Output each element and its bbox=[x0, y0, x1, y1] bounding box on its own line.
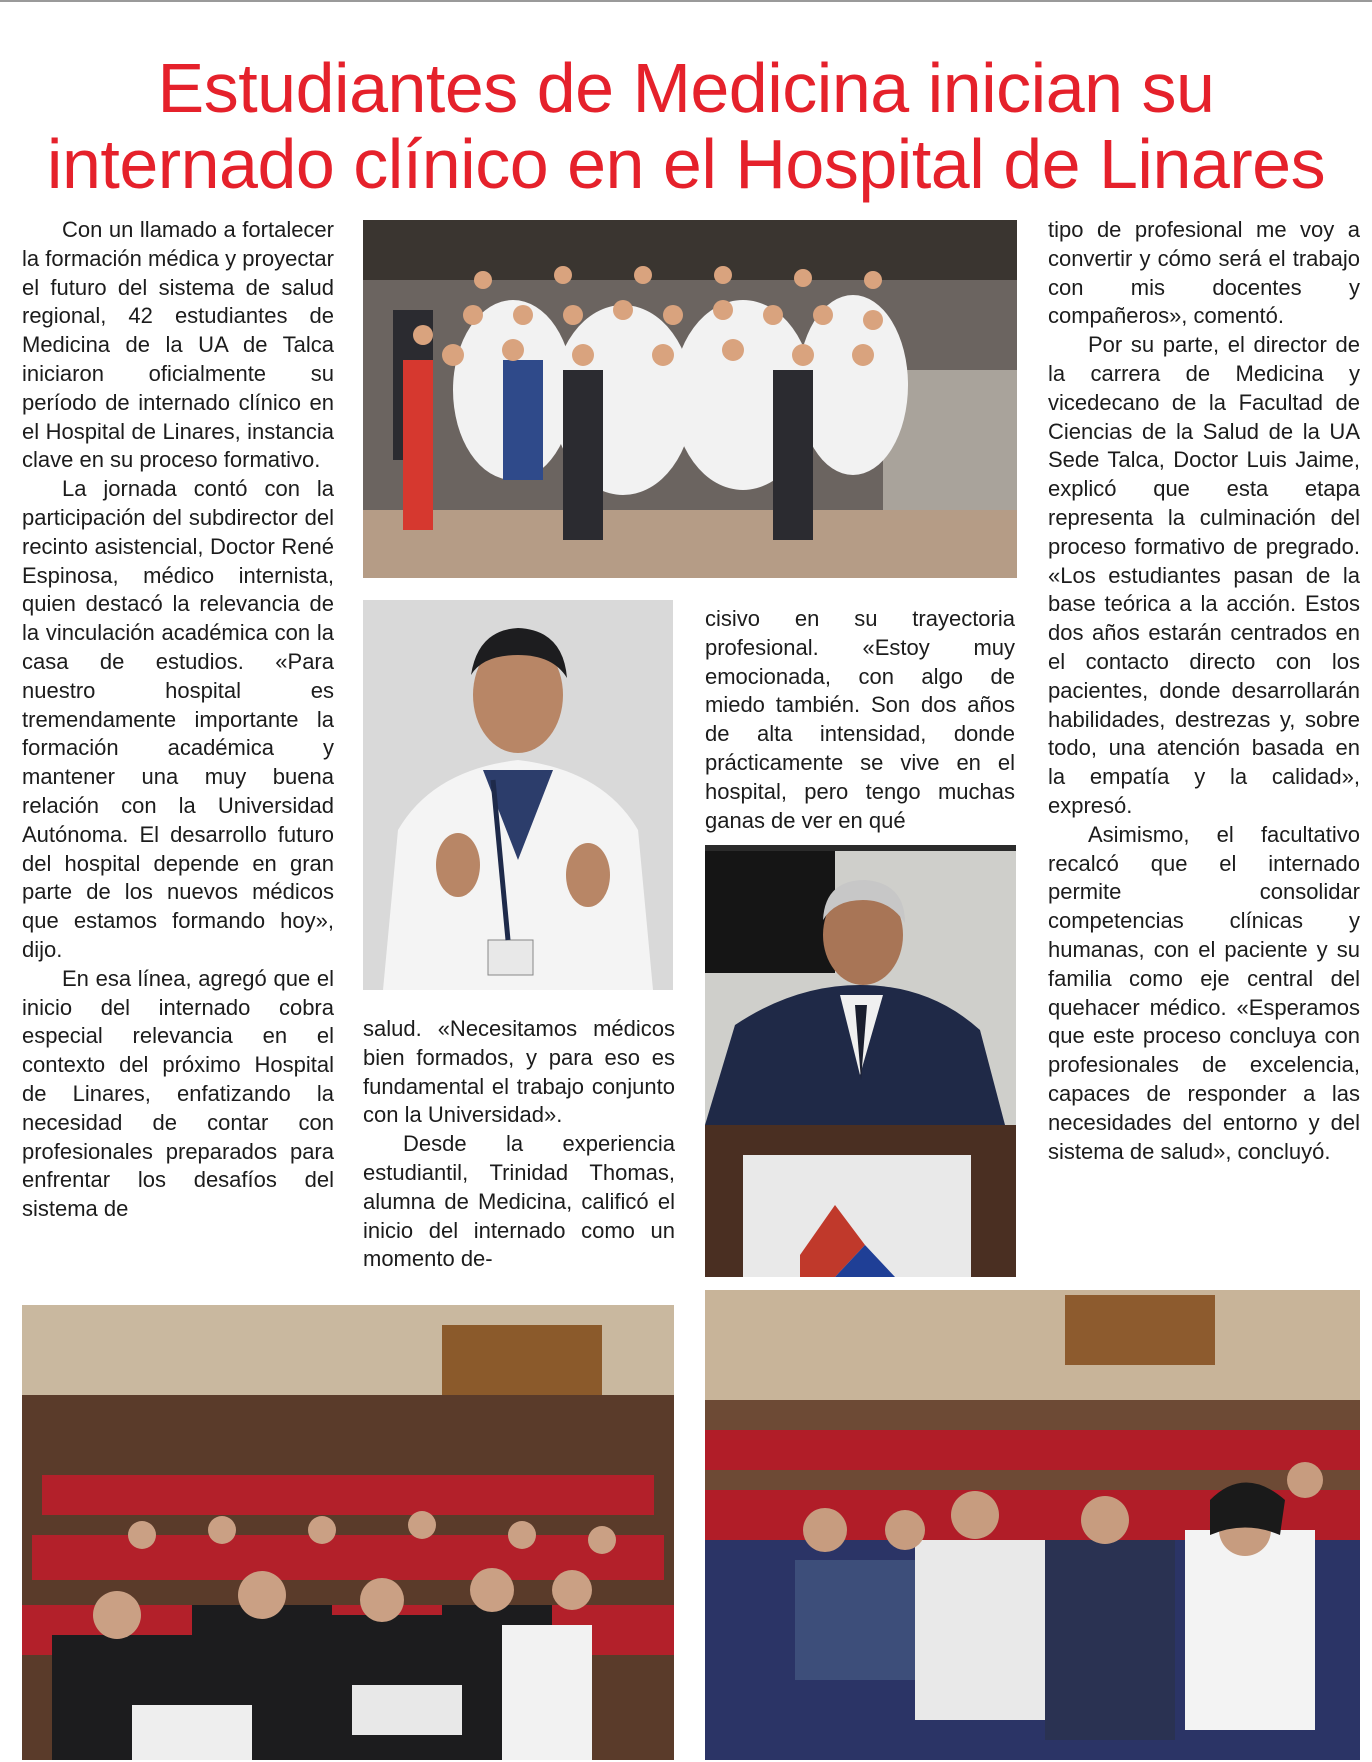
paragraph: Con un llamado a fortalecer la formación médica y proyectar el futuro del sistema de salud regional, 42 estudiantes de Medicina de la UA de Talca iniciaron oficialmente su período de internado clínico en el Hospital de Linares, instancia clave en su proceso formativo. bbox=[22, 217, 334, 473]
article-column-2 bbox=[363, 1015, 675, 1274]
speaker-podium-photo bbox=[705, 845, 1016, 1277]
paragraph-continued: salud. «Necesitamos médicos bien formados, y para eso es fundamental el trabajo conjunto con la Universidad». bbox=[363, 1016, 675, 1128]
paragraph-continued: cisivo en su trayectoria profesional. «Estoy muy emocionada, con algo de miedo también. Son dos años de alta intensidad, donde prácticamente se vive en el hospital, pero tengo muchas ganas de ver en qué bbox=[705, 606, 1015, 833]
headline-line-1: Estudiantes de Medicina inician su bbox=[157, 49, 1215, 127]
paragraph-continued: tipo de profesional me voy a convertir y cómo será el trabajo con mis docentes y compañeros», comentó. bbox=[1048, 217, 1360, 329]
paragraph: Asimismo, el facultativo recalcó que el internado permite consolidar competencias clínicas y humanas, con el paciente y su familia como eje central del quehacer médico. «Esperamos que este proceso concluya con profesionales de excelencia, capaces de responder a las necesidades del entorno y del sistema de salud», concluyó. bbox=[1048, 821, 1360, 1164]
audience-front-row-photo bbox=[705, 1290, 1360, 1760]
paragraph: En esa línea, agregó que el inicio del internado cobra especial relevancia en el contexto del próximo Hospital de Linares, enfatizando la necesidad de contar con profesionales preparados para enfrentar los desafíos del sistema de bbox=[22, 965, 334, 1222]
doctor-portrait-photo bbox=[363, 600, 673, 990]
headline bbox=[10, 50, 1362, 202]
paragraph: Desde la experiencia estudiantil, Trinidad Thomas, alumna de Medicina, calificó el inicio del internado como un momento de- bbox=[363, 1131, 675, 1272]
auditorium-students-photo bbox=[22, 1305, 674, 1760]
article-column-1 bbox=[22, 216, 334, 1224]
group-photo bbox=[363, 220, 1017, 578]
paragraph: La jornada contó con la participación del subdirector del recinto asistencial, Doctor René Espinosa, médico internista, quien destacó la relevancia de la vinculación académica con la casa de estudios. «Para nuestro hospital es tremendamente importante la formación académica y mantener una muy buena relación con la Universidad Autónoma. El desarrollo futuro del hospital depende en gran parte de los nuevos médicos que estamos formando hoy», dijo. bbox=[22, 476, 334, 962]
headline-line-2: internado clínico en el Hospital de Linares bbox=[46, 125, 1326, 203]
paragraph: Por su parte, el director de la carrera de Medicina y vicedecano de la Facultad de Ciencias de la Salud de la UA Sede Talca, Doctor Luis Jaime, explicó que esta etapa representa la culminación del proceso formativo de pregrado. «Los estudiantes pasan de la base teórica a la acción. Estos dos años estarán centrados en el contacto directo con los pacientes, donde desarrollarán habilidades, destrezas y, sobre todo, una atención basada en la empatía y la calidad», expresó. bbox=[1048, 332, 1360, 818]
article-column-4 bbox=[1048, 216, 1360, 1166]
top-rule bbox=[0, 0, 1372, 2]
article-column-3 bbox=[705, 605, 1015, 835]
